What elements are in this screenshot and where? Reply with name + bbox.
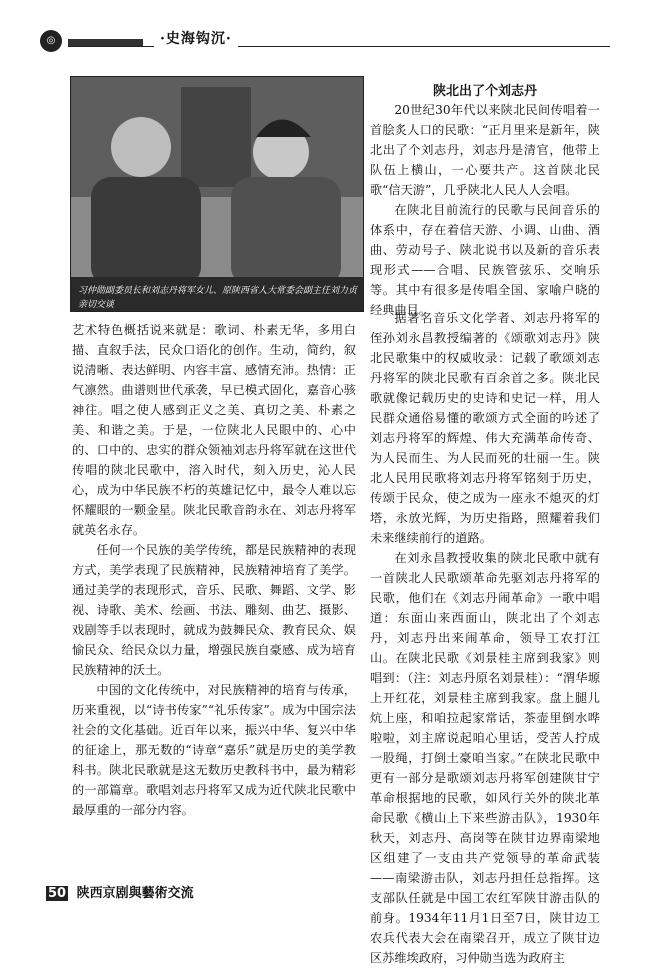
- photo-caption: 习仲勋副委员长和刘志丹将军女儿、原陕西省人大常委会副主任刘力贞亲切交谈: [78, 286, 358, 310]
- section-title: ·史海钩沉·: [154, 28, 238, 48]
- article-photo: [70, 76, 364, 312]
- header-rule: [68, 46, 610, 47]
- left-column: [72, 320, 356, 820]
- right-column-top: [370, 100, 600, 320]
- paragraph: 中国的文化传统中，对民族精神的培育与传承，历来重视，以“诗书传家”“礼乐传家”。成为中国宗法社会的文化基础。近百年以来，振兴中华、复兴中华的征途上，那无数的“诗章“嘉乐”就是历史的美学教科书。陕北民歌就是这无数历史教科书中，最为精彩的一部篇章。歌唱刘志丹将军又成为近代陕北民歌中最厚重的一部分内容。: [72, 683, 356, 817]
- paragraph: 据著名音乐文化学者、刘志丹将军的侄孙刘永昌教授编著的《颂歌刘志丹》陕北民歌集中的权威收录：记载了歌颂刘志丹将军的陕北民歌有百余首之多。陕北民歌就像记载历史的史诗和史记一样，用人民群众通俗易懂的歌颂方式全面的吟述了刘志丹将军的辉煌、伟大充满革命传奇、为人民而生、为人民而死的壮丽一生。陕北人民用民歌将刘志丹将军铭刻于历史，传颂于民众，使之成为一座永不熄灭的灯塔，永放光辉，为历史指路，照耀着我们未来继续前行的道路。: [370, 311, 600, 545]
- paragraph: 艺术特色概括说来就是：歌词、朴素无华，多用白描、直叙手法，民众口语化的创作。生动，简约，叙说清晰、表达鲜明、内容丰富、感情充沛。热情：正气凛然。曲谱则世代承袭，早已模式固化，嘉音心骇神往。唱之使人感到正义之美、真切之美、朴素之美、和谐之美。于是，一位陕北人民眼中的、心中的、口中的、忠实的群众领袖刘志丹将军就在这世代传唱的陕北民歌中，溶入时代，刻入历史，沁人民心，成为中华民族不朽的英雄记忆中，最令人难以忘怀耀眼的一颗金星。陕北民歌音韵永在、刘志丹将军就英名永存。: [72, 323, 356, 537]
- paragraph: 20世纪30年代以来陕北民间传唱着一首脍炙人口的民歌：“正月里来是新年，陕北出了个刘志丹，刘志丹是清官，他带上队伍上横山，一心要共产。这首陕北民歌“信天游”，几乎陕北人民人人会唱。: [370, 103, 600, 197]
- page-header: [40, 28, 610, 58]
- page-number: 50: [48, 886, 67, 901]
- paragraph: 任何一个民族的美学传统，都是民族精神的表现方式，美学表现了民族精神，民族精神培育了美学。通过美学的表现形式，音乐、民歌、舞蹈、文学、影视、诗歌、美术、绘画、书法、雕刻、曲艺、摄影、戏剧等手以表现时，就成为鼓舞民众、教育民众、娱愉民众、给民众以力量，增强民族自豪感、成为培育民族精神的沃土。: [72, 543, 356, 677]
- photo-illustration: [71, 77, 363, 311]
- journal-logo-icon: ◎: [40, 30, 62, 52]
- right-column-bottom: [370, 308, 600, 968]
- journal-name: 陕西京剧與藝術交流: [76, 886, 194, 901]
- paragraph: 在刘永昌教授收集的陕北民歌中就有一首陕北人民歌颂革命先驱刘志丹将军的民歌，他们在《刘志丹闹革命》一歌中唱道：东面山来西面山，陕北出了个刘志丹，刘志丹出来闹革命，领导工农打江山。在陕北民歌《刘景桂主席到我家》则唱到：（注：刘志丹原名刘景桂）：“渭华塬上开红花，刘景桂主席到我家。盘上腿儿炕上座，和咱拉起家常话，茶壶里倒水哗啦啦，刘主席说起咱心里话，受苦人拧成一股绳，打倒土豪咱当家。”在陕北民歌中更有一部分是歌颂刘志丹将军创建陕甘宁革命根据地的民歌，如风行关外的陕北革命民歌《横山上下来些游击队》，1930年秋天，刘志丹、高岗等在陕甘边界南梁地区组建了一支由共产党领导的革命武装——南梁游击队，刘志丹担任总指挥。这支部队任就是中国工农红军陕甘游击队的前身。1934年11月1日至7日，陕甘边工农兵代表大会在南梁召开，成立了陕甘边区苏维埃政府，习仲勋当选为政府主: [370, 551, 600, 965]
- article-title: 陕北出了个刘志丹: [432, 84, 537, 99]
- page-footer: [46, 882, 194, 901]
- paragraph: 在陕北目前流行的民歌与民间音乐的体系中，存在着信天游、小调、山曲、酒曲、劳动号子、陕北说书以及新的音乐表现形式——合唱、民族管弦乐、交响乐等。其中有很多是传唱全国、家喻户晓的经典曲目。: [370, 203, 600, 317]
